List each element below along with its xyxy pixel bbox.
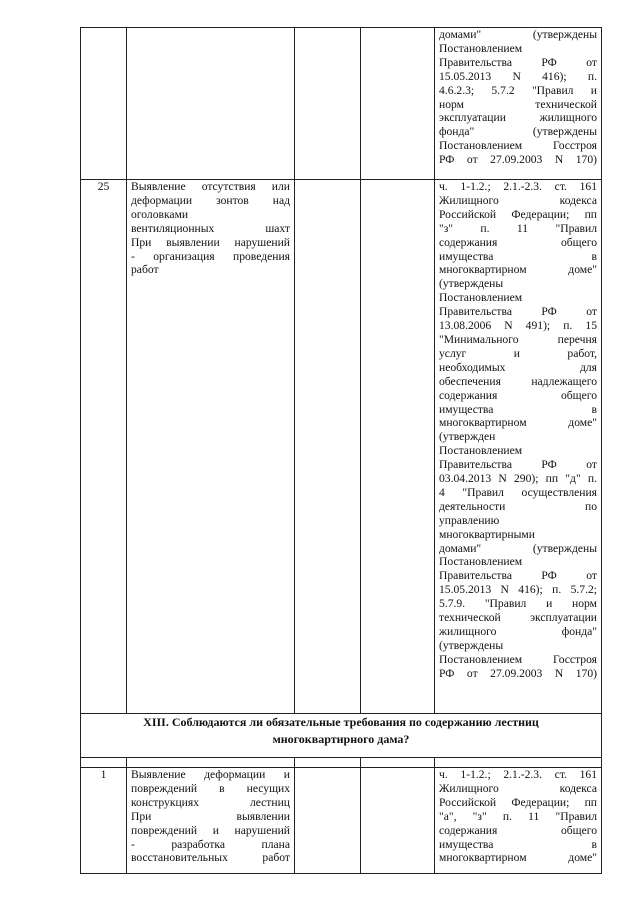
text-line: имущества в [439, 837, 597, 851]
text-line: жилищного фонда" [439, 625, 597, 638]
text-line: Жилищного кодекса [439, 193, 597, 207]
text-line: имущества в [439, 249, 597, 263]
text-line: Правительства РФ от [439, 55, 597, 69]
text-line: многоквартирном доме" [439, 416, 597, 430]
description-text [131, 768, 290, 865]
text-line: фонда" (утверждены [439, 125, 597, 139]
text-line: домами" (утверждены [439, 541, 597, 555]
description-text [131, 180, 290, 277]
row-number: 1 [81, 768, 127, 874]
text-line: имущества в [439, 402, 597, 416]
text-line: Постановлением Госстроя [439, 652, 597, 666]
text-line: Постановлением [439, 291, 523, 305]
text-line: содержания общего [439, 388, 597, 402]
row-empty-cell [295, 768, 361, 874]
text-line: норм технической [439, 97, 597, 111]
text-line: многоквартирном доме" [439, 263, 597, 277]
text-line: Жилищного кодекса [439, 781, 597, 795]
text-line: деформации зонтов над [131, 193, 290, 207]
text-line: услуг и работ, [439, 346, 597, 360]
text-line: 03.04.2013 N 290); пп "д" п. [439, 472, 597, 486]
reference-text [439, 28, 597, 167]
text-line: содержания общего [439, 823, 597, 837]
text-line: конструкциях лестниц [131, 795, 290, 809]
row-number: 25 [81, 180, 127, 714]
text-line: 4.6.2.3; 5.7.2 "Правил и [439, 83, 597, 97]
text-line: Постановлением [439, 444, 523, 458]
text-line: ч. 1-1.2.; 2.1.-2.3. ст. 161 [439, 180, 597, 193]
text-line: Правительства РФ от [439, 458, 597, 472]
section-heading-row [81, 714, 602, 758]
text-line: Российской Федерации; пп [439, 207, 597, 221]
row-description [127, 768, 295, 874]
text-line: (утвержден [439, 430, 496, 444]
text-line: оголовками [131, 207, 189, 221]
text-line: эксплуатации жилищного [439, 111, 597, 125]
text-line: 15.05.2013 N 416); п. [439, 69, 597, 83]
text-line: Выявление отсутствия или [131, 180, 290, 193]
text-line: 15.05.2013 N 416); п. 5.7.2; [439, 583, 597, 597]
text-line: Постановлением [439, 41, 523, 55]
text-line: Выявление деформации и [131, 768, 290, 781]
text-line: Постановлением Госстроя [439, 139, 597, 153]
text-line: необходимых для [439, 360, 597, 374]
row-empty-cell [361, 28, 435, 180]
row-empty-cell [361, 768, 435, 874]
row-description [127, 28, 295, 180]
text-line: Правительства РФ от [439, 569, 597, 583]
row-empty-cell [295, 180, 361, 714]
table-row-continuation [81, 28, 602, 180]
text-line: "Минимального перечня [439, 332, 597, 346]
text-line: обеспечения надлежащего [439, 374, 597, 388]
text-line: 5.7.9. "Правил и норм [439, 597, 597, 611]
table-row-1 [81, 768, 602, 874]
text-line: (утверждены [439, 638, 504, 652]
text-line: 4 "Правил осуществления [439, 485, 597, 499]
text-line: повреждений в несущих [131, 781, 290, 795]
row-description [127, 180, 295, 714]
text-line: "з" п. 11 "Правил [439, 221, 597, 235]
row-empty-cell [361, 180, 435, 714]
text-line: многоквартирном доме" [439, 851, 597, 865]
section-heading-line-2: многоквартирного дама? [272, 732, 410, 746]
row-reference [435, 180, 602, 714]
text-line: Российской Федерации; пп [439, 795, 597, 809]
row-reference [435, 768, 602, 874]
text-line: "а", "з" п. 11 "Правил [439, 809, 597, 823]
text-line: повреждений и нарушений [131, 823, 290, 837]
text-line: При выявлении нарушений [131, 235, 290, 249]
text-line: РФ от 27.09.2003 N 170) [439, 666, 597, 680]
section-heading [81, 714, 602, 758]
text-line: управлению [439, 513, 500, 527]
reference-text [439, 180, 597, 681]
reference-text [439, 768, 597, 865]
text-line: При выявлении [131, 809, 290, 823]
text-line: - разработка плана [131, 837, 290, 851]
text-line: работ [131, 263, 159, 277]
requirements-table [80, 27, 602, 874]
table-row-spacer [81, 758, 602, 768]
text-line: 13.08.2006 N 491); п. 15 [439, 319, 597, 333]
section-heading-line-1: XIII. Соблюдаются ли обязательные требования по содержанию лестниц [143, 715, 539, 729]
text-line: технической эксплуатации [439, 611, 597, 625]
row-number [81, 28, 127, 180]
row-reference [435, 28, 602, 180]
row-empty-cell [295, 28, 361, 180]
text-line: домами" (утверждены [439, 28, 597, 41]
text-line: (утверждены [439, 277, 504, 291]
text-line: РФ от 27.09.2003 N 170) [439, 153, 597, 167]
text-line: Постановлением [439, 555, 523, 569]
text-line: деятельности по [439, 499, 597, 513]
text-line: содержания общего [439, 235, 597, 249]
text-line: многоквартирными [439, 527, 535, 541]
text-line: - организация проведения [131, 249, 290, 263]
text-line: вентиляционных шахт [131, 221, 290, 235]
text-line: Правительства РФ от [439, 305, 597, 319]
text-line: ч. 1-1.2.; 2.1.-2.3. ст. 161 [439, 768, 597, 781]
table-row-25 [81, 180, 602, 714]
text-line: восстановительных работ [131, 851, 290, 865]
